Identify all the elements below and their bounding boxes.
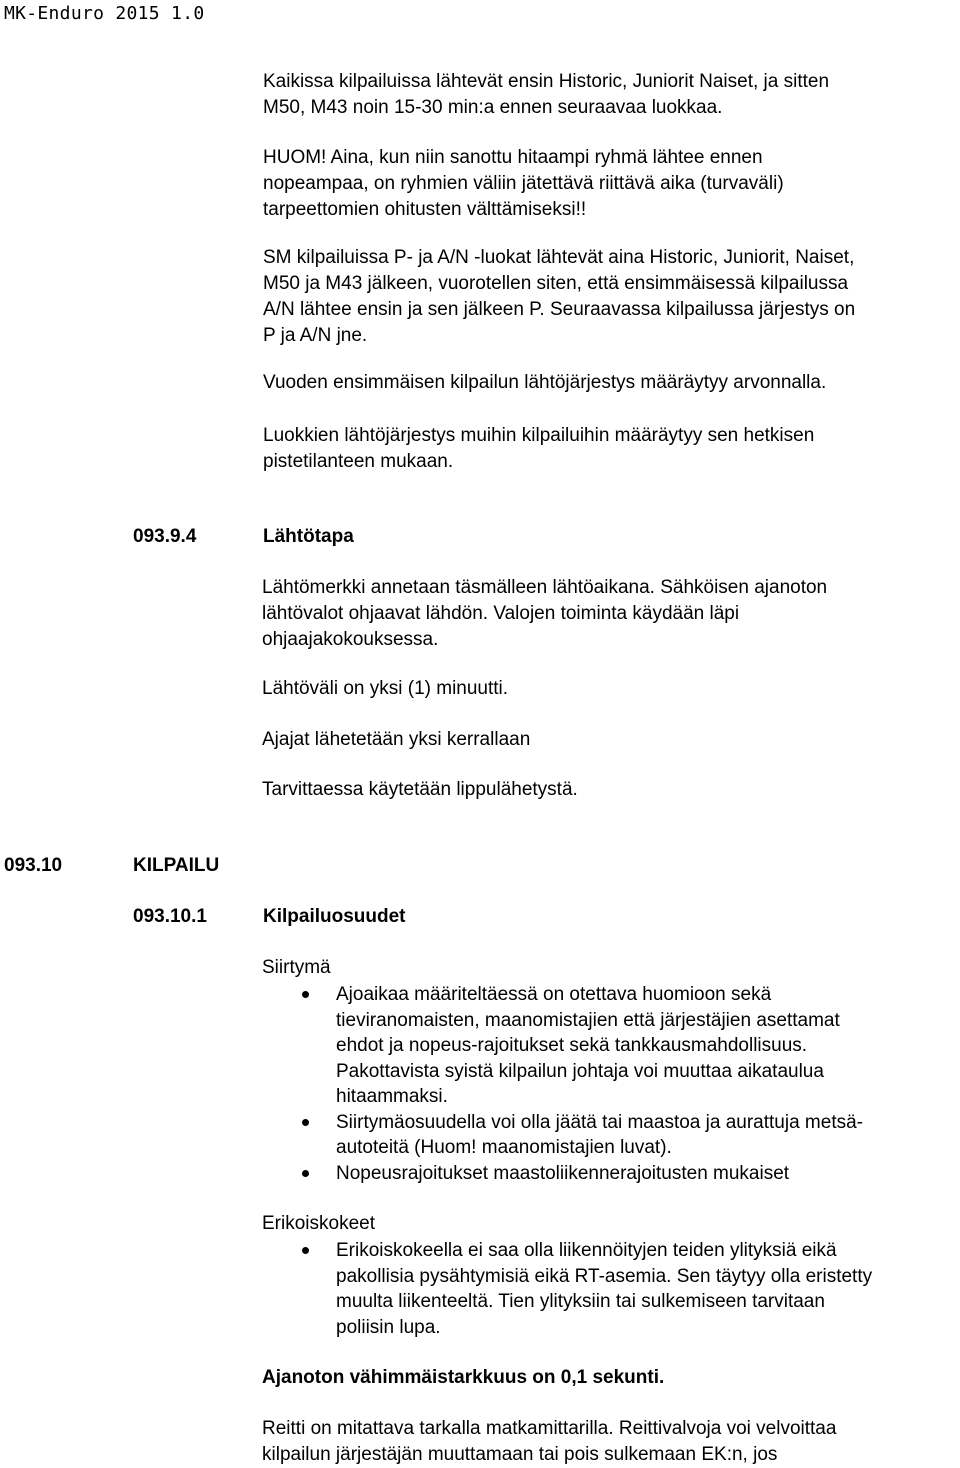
text-line: hitaammaksi. bbox=[336, 1086, 448, 1107]
text-line: pistetilanteen mukaan. bbox=[263, 451, 454, 472]
intro-paragraph-1 bbox=[263, 69, 829, 121]
text-line: tarpeettomien ohitusten välttämiseksi!! bbox=[263, 199, 587, 220]
section-heading: Kilpailuosuudet bbox=[263, 906, 406, 927]
list-item bbox=[296, 1238, 872, 1340]
text-line: tieviranomaisten, maanomistajien että järjestäjien asettamat bbox=[336, 1009, 840, 1031]
text-line: lähtövalot ohjaavat lähdön. Valojen toiminta käydään läpi bbox=[262, 603, 740, 624]
list-item bbox=[296, 1110, 863, 1161]
section-number: 093.10.1 bbox=[133, 906, 207, 927]
intro-paragraph-2 bbox=[263, 145, 784, 223]
section-9-4-paragraph-2: Lähtöväli on yksi (1) minuutti. bbox=[262, 678, 509, 699]
text-line: Luokkien lähtöjärjestys muihin kilpailuihin määräytyy sen hetkisen bbox=[263, 425, 815, 446]
text-line: Reitti on mitattava tarkalla matkamittarilla. Reittivalvoja voi velvoittaa bbox=[262, 1418, 837, 1439]
text-line: autoteitä (Huom! maanomistajien luvat). bbox=[336, 1137, 672, 1158]
text-line: poliisin lupa. bbox=[336, 1316, 441, 1338]
text-line: Kaikissa kilpailuissa lähtevät ensin Historic, Juniorit Naiset, ja sitten bbox=[263, 71, 830, 92]
route-paragraph bbox=[262, 1416, 836, 1468]
text-line: Erikoiskokeella ei saa olla liikennöityjen teiden ylityksiä eikä bbox=[336, 1240, 837, 1261]
section-9-4-paragraph-4: Tarvittaessa käytetään lippulähetystä. bbox=[262, 779, 578, 800]
section-9-4-paragraph-1 bbox=[262, 575, 827, 653]
bullet-icon bbox=[302, 1170, 309, 1177]
text-line: Siirtymäosuudella voi olla jäätä tai maastoa ja aurattuja metsä- bbox=[336, 1111, 863, 1133]
list-item bbox=[296, 982, 863, 1110]
section-number: 093.10 bbox=[4, 855, 63, 876]
text-line: SM kilpailuissa P- ja A/N -luokat lähtevät aina Historic, Juniorit, Naiset, bbox=[263, 247, 855, 268]
bullet-icon bbox=[302, 1247, 309, 1254]
bullet-icon bbox=[302, 991, 309, 998]
text-line: ehdot ja nopeus-rajoitukset sekä tankkausmahdollisuus. bbox=[336, 1035, 808, 1056]
text-line: Pakottavista syistä kilpailun johtaja voi muuttaa aikataulua bbox=[336, 1060, 824, 1082]
text-line: nopeampaa, on ryhmien väliin jätettävä riittävä aika (turvaväli) bbox=[263, 173, 784, 194]
text-line: Ajoaikaa määriteltäessä on otettava huomioon sekä bbox=[336, 984, 772, 1005]
intro-paragraph-3 bbox=[263, 245, 855, 349]
text-line: Nopeusrajoitukset maastoliikennerajoitusten mukaiset bbox=[336, 1162, 790, 1184]
text-line: Lähtömerkki annetaan täsmälleen lähtöaikana. Sähköisen ajanoton bbox=[262, 577, 828, 598]
erikoiskokeet-bullet-list bbox=[296, 1238, 872, 1340]
text-line: A/N lähtee ensin ja sen jälkeen P. Seuraavassa kilpailussa järjestys on bbox=[263, 299, 856, 320]
text-line: M50, M43 noin 15-30 min:a ennen seuraavaa luokkaa. bbox=[263, 97, 723, 118]
section-9-4-paragraph-3: Ajajat lähetetään yksi kerrallaan bbox=[262, 729, 531, 750]
section-heading: Lähtötapa bbox=[263, 526, 354, 547]
intro-paragraph-5 bbox=[263, 423, 814, 475]
text-line: pakollisia pysähtymisiä eikä RT-asemia. Sen täytyy olla eristetty bbox=[336, 1265, 873, 1287]
subsection-label-erikoiskokeet: Erikoiskokeet bbox=[262, 1213, 375, 1234]
text-line: P ja A/N jne. bbox=[263, 325, 368, 346]
document-header-title: MK-Enduro 2015 1.0 bbox=[4, 3, 205, 24]
text-line: ohjaajakokouksessa. bbox=[262, 629, 439, 650]
section-number: 093.9.4 bbox=[133, 526, 197, 547]
subsection-label-siirtyma: Siirtymä bbox=[262, 957, 331, 978]
text-line: muulta liikenteeltä. Tien ylityksiin tai sulkemiseen tarvitaan bbox=[336, 1291, 825, 1312]
text-line: M50 ja M43 jälkeen, vuorotellen siten, että ensimmäisessä kilpailussa bbox=[263, 273, 849, 294]
section-heading: KILPAILU bbox=[133, 855, 220, 876]
precision-statement: Ajanoton vähimmäistarkkuus on 0,1 sekunti. bbox=[262, 1367, 665, 1388]
list-item bbox=[296, 1161, 863, 1187]
intro-paragraph-4: Vuoden ensimmäisen kilpailun lähtöjärjestys määräytyy arvonnalla. bbox=[263, 372, 827, 393]
text-line: kilpailun järjestäjän muuttamaan tai pois sulkemaan EK:n, jos bbox=[262, 1444, 778, 1465]
text-line: HUOM! Aina, kun niin sanottu hitaampi ryhmä lähtee ennen bbox=[263, 147, 763, 168]
siirtyma-bullet-list bbox=[296, 982, 863, 1186]
bullet-icon bbox=[302, 1119, 309, 1126]
